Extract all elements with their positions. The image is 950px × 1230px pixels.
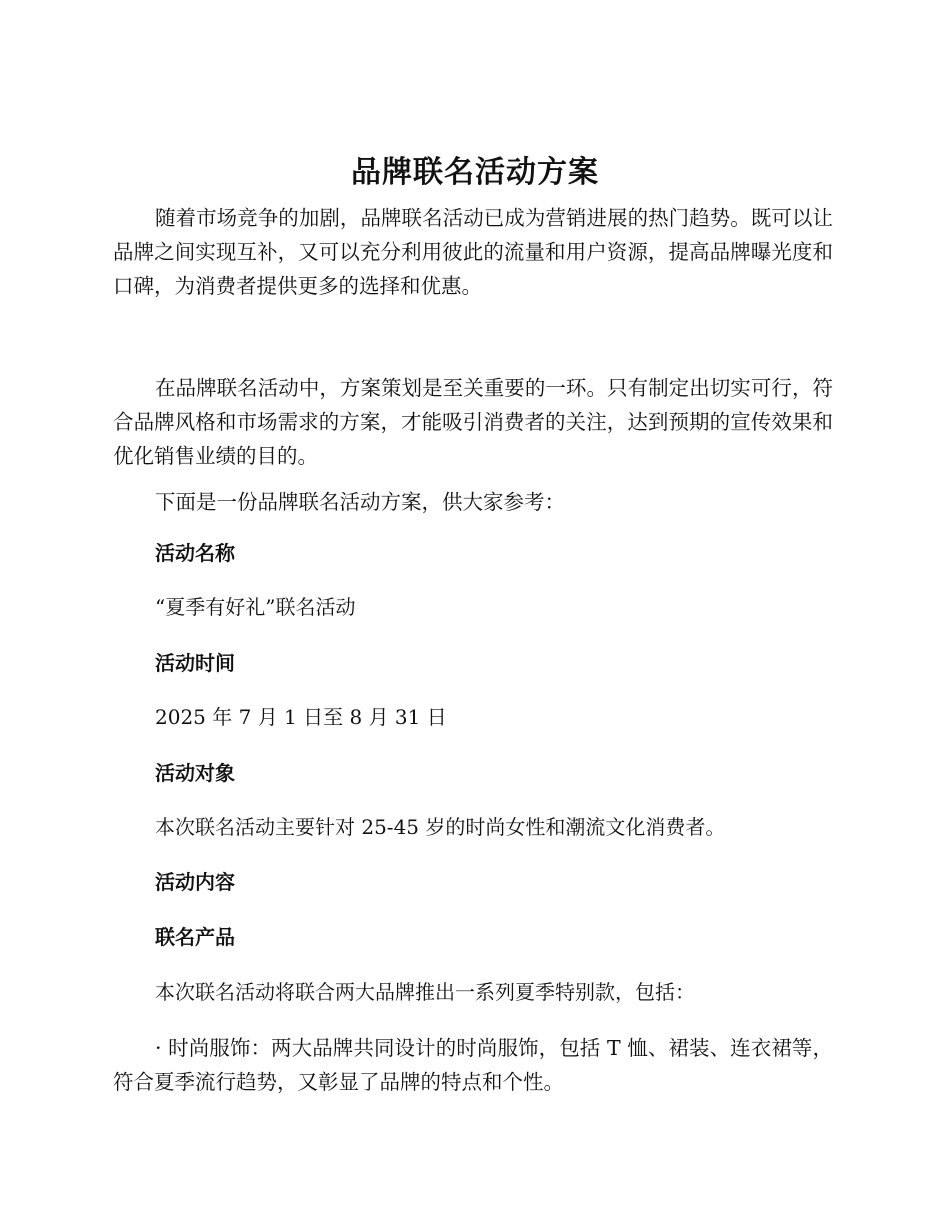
section-heading-joint-products: 联名产品 xyxy=(155,925,235,949)
section-heading-activity-target: 活动对象 xyxy=(155,761,235,785)
section-heading-activity-name: 活动名称 xyxy=(155,541,235,565)
activity-time-text: 2025 年 7 月 1 日至 8 月 31 日 xyxy=(155,705,447,729)
section-heading-activity-time: 活动时间 xyxy=(155,651,235,675)
activity-name-text: “夏季有好礼”联名活动 xyxy=(155,595,356,619)
intro-paragraph-1: 随着市场竞争的加剧，品牌联名活动已成为营销进展的热门趋势。既可以让品牌之间实现互补，又可以充分利用彼此的流量和用户资源，提高品牌曝光度和口碑，为消费者提供更多的选择和优惠。 xyxy=(113,206,833,298)
section-heading-activity-content: 活动内容 xyxy=(155,870,235,894)
intro-paragraph-2: 在品牌联名活动中，方案策划是至关重要的一环。只有制定出切实可行，符合品牌风格和市场需求的方案，才能吸引消费者的关注，达到预期的宣传效果和优化销售业绩的目的。 xyxy=(113,376,833,468)
activity-target-text: 本次联名活动主要针对 25-45 岁的时尚女性和潮流文化消费者。 xyxy=(155,815,726,839)
joint-products-bullet: · 时尚服饰：两大品牌共同设计的时尚服饰，包括 T 恤、裙装、连衣裙等，符合夏季流行趋势，又彰显了品牌的特点和个性。 xyxy=(113,1036,833,1094)
joint-products-text: 本次联名活动将联合两大品牌推出一系列夏季特别款，包括： xyxy=(155,980,695,1004)
intro-paragraph-3: 下面是一份品牌联名活动方案，供大家参考： xyxy=(155,490,565,514)
document-title: 品牌联名活动方案 xyxy=(351,155,599,190)
